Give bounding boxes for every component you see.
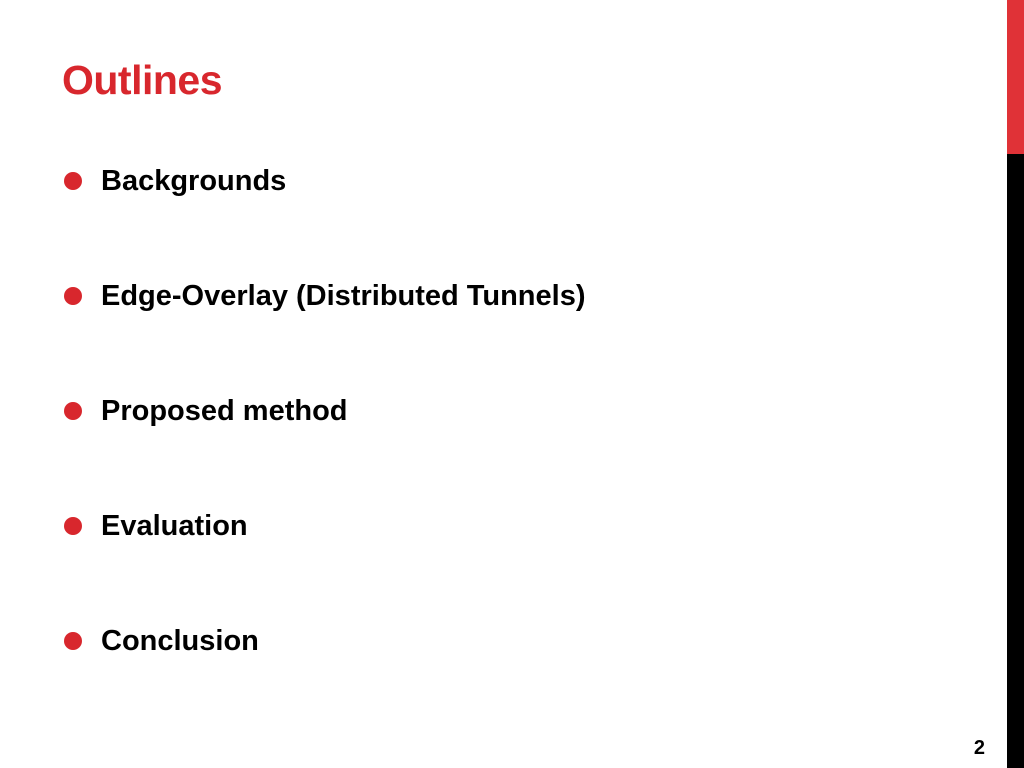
- page-number: 2: [973, 737, 985, 759]
- bullet-text: Proposed method: [101, 395, 348, 427]
- bullet-dot-icon: [64, 172, 82, 190]
- bullet-item-backgrounds: [64, 161, 585, 201]
- bullet-text: Backgrounds: [101, 165, 287, 197]
- bullet-text: Evaluation: [101, 510, 248, 542]
- bullet-list: [64, 161, 585, 736]
- sidebar-accent-red: [1007, 0, 1024, 154]
- bullet-dot-icon: [64, 517, 82, 535]
- bullet-dot-icon: [64, 402, 82, 420]
- slide-title: Outlines: [62, 57, 223, 103]
- bullet-item-conclusion: [64, 621, 585, 661]
- bullet-dot-icon: [64, 632, 82, 650]
- bullet-item-evaluation: [64, 506, 585, 546]
- bullet-item-proposed-method: [64, 391, 585, 431]
- bullet-text: Conclusion: [101, 625, 259, 657]
- bullet-text: Edge-Overlay (Distributed Tunnels): [101, 280, 586, 312]
- bullet-dot-icon: [64, 287, 82, 305]
- sidebar-accent-black: [1007, 154, 1024, 768]
- bullet-item-edge-overlay: [64, 276, 585, 316]
